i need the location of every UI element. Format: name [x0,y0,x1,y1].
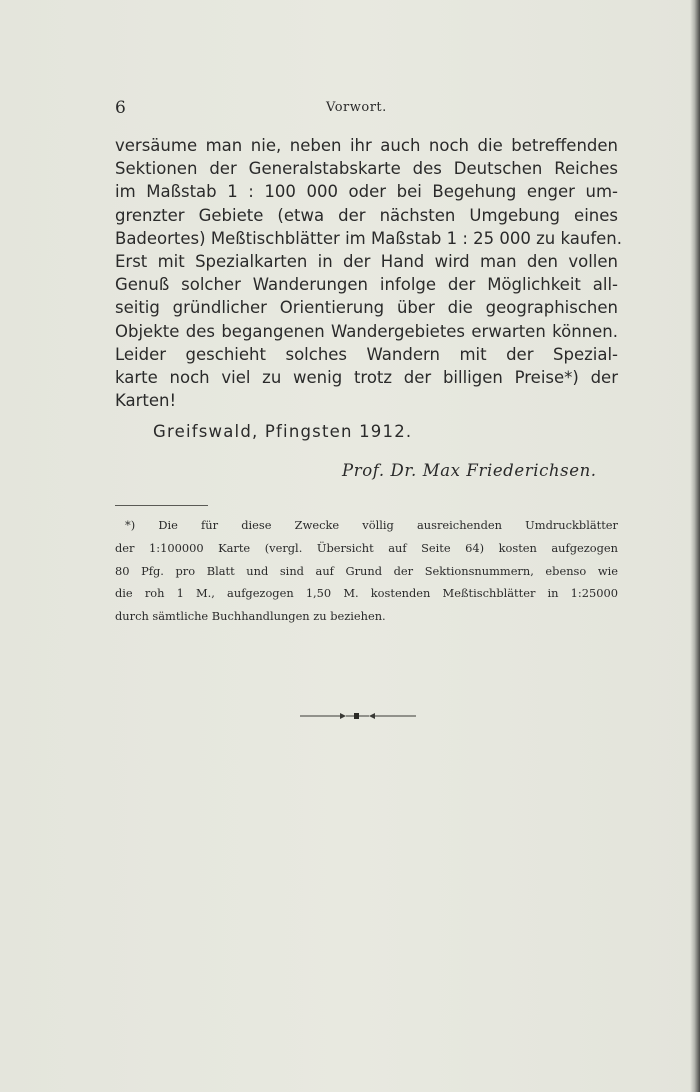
body-line: Karten! [115,391,177,411]
body-line: seitig gründlicher Orientierung über die geographischen [115,298,618,318]
page-number: 6 [115,98,126,118]
body-line: grenzter Gebiete (etwa der nächsten Umgebung eines [115,205,618,225]
body-line: Leider geschieht solches Wandern mit der Spezial- [115,344,618,364]
footnote-line: *) Die für diese Zwecke völlig ausreichenden Umdruckblätter [125,518,618,532]
footnote-line: 80 Pfg. pro Blatt und sind auf Grund der Sektionsnummern, ebenso wie [115,563,618,578]
footnote-line: die roh 1 M., aufgezogen 1,50 M. kostenden Meßtischblätter in 1:25000 [115,586,618,601]
body-paragraph [115,134,623,412]
page-edge [690,0,700,1092]
footnote-rule [115,505,208,506]
footnote-line: durch sämtliche Buchhandlungen zu beziehen. [115,609,386,624]
body-line: Erst mit Spezialkarten in der Hand wird man den vollen [115,252,618,272]
body-line: Sektionen der Generalstabskarte des Deutschen Reiches [115,159,618,179]
running-head: Vorwort. [326,100,387,115]
body-line: karte noch viel zu wenig trotz der billigen Preise*) der [115,368,618,388]
author-signature: Prof. Dr. Max Friederichsen. [342,461,597,480]
footnote [115,514,618,628]
body-line: versäume man nie, neben ihr auch noch die betreffenden [115,136,618,155]
body-line: Genuß solcher Wanderungen infolge der Möglichkeit all- [115,275,618,295]
body-line: im Maßstab 1 : 100 000 oder bei Begehung enger um- [115,182,618,202]
page-header [115,96,618,120]
body-line: Badeortes) Meßtischblätter im Maßstab 1 : 25 000 zu kaufen. [115,228,623,248]
footnote-line: der 1:100000 Karte (vergl. Übersicht auf Seite 64) kosten aufgezogen [115,540,618,555]
body-line: Objekte des begangenen Wandergebietes erwarten können. [115,321,618,341]
decorative-divider-icon [300,706,416,726]
place-date: Greifswald, Pfingsten 1912. [153,422,413,441]
